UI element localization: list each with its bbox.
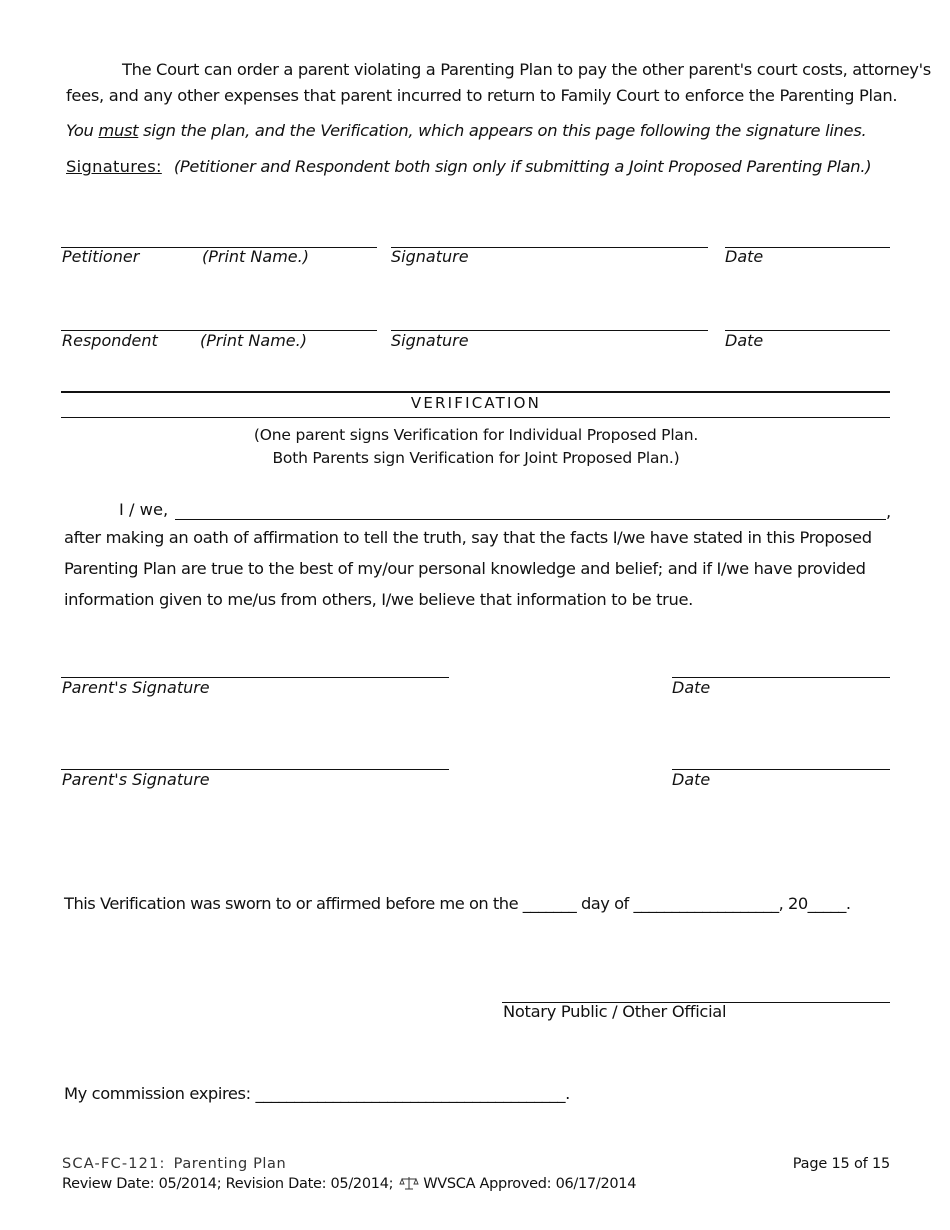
- footer-approved: WVSCA Approved: 06/17/2014: [423, 1176, 637, 1192]
- must-sign-note: [66, 118, 866, 144]
- footer-form: [62, 1156, 286, 1172]
- footer-form-name: Parenting Plan: [173, 1156, 287, 1172]
- footer-review: Review Date: 05/2014; Revision Date: 05/2014;: [62, 1176, 394, 1192]
- verification-top-rule: [61, 391, 890, 393]
- notary-label: Notary Public / Other Official: [503, 1002, 727, 1021]
- footer-form-id: SCA-FC-121:: [62, 1156, 166, 1172]
- respondent-date-label: Date: [725, 331, 764, 350]
- iwe-name-line[interactable]: [175, 519, 886, 520]
- scales-icon: [399, 1176, 419, 1190]
- iwe-comma: ,: [886, 502, 892, 521]
- respondent-label: Respondent: [62, 331, 158, 350]
- respondent-print-label: (Print Name.): [200, 331, 307, 350]
- respondent-signature-label: Signature: [391, 331, 469, 350]
- footer-page: Page 15 of 15: [792, 1156, 890, 1172]
- parent-signature-label-2: Parent's Signature: [62, 770, 210, 789]
- parent-date-label-2: Date: [672, 770, 711, 789]
- signatures-heading: [66, 154, 871, 180]
- commission-expires: My commission expires: ________________________________________.: [64, 1084, 570, 1103]
- verification-note-1: (One parent signs Verification for Individual Proposed Plan.: [253, 426, 699, 444]
- verification-title: VERIFICATION: [410, 394, 542, 412]
- intro-line-1: The Court can order a parent violating a Parenting Plan to pay the other parent's court costs, attorney's: [122, 60, 931, 79]
- petitioner-signature-label: Signature: [391, 247, 469, 266]
- footer-dates: [62, 1176, 636, 1192]
- iwe-label: I / we,: [119, 500, 169, 519]
- must-pre: You: [66, 121, 99, 140]
- sworn-statement: This Verification was sworn to or affirmed before me on the _______ day of ___________________, 20_____.: [64, 894, 851, 913]
- verification-bottom-rule: [61, 417, 890, 418]
- petitioner-label: Petitioner: [62, 247, 140, 266]
- verification-body-3: information given to me/us from others, I/we believe that information to be true.: [64, 590, 693, 609]
- signatures-label: Signatures:: [66, 157, 162, 176]
- petitioner-print-label: (Print Name.): [202, 247, 309, 266]
- signatures-note: (Petitioner and Respondent both sign only if submitting a Joint Proposed Parenting Plan.): [173, 157, 872, 176]
- parent-signature-label-1: Parent's Signature: [62, 678, 210, 697]
- petitioner-date-label: Date: [725, 247, 764, 266]
- intro-line-2: fees, and any other expenses that parent incurred to return to Family Court to enforce the Parenting Plan.: [66, 86, 898, 105]
- must-word: must: [98, 121, 139, 140]
- must-post: sign the plan, and the Verification, which appears on this page following the signature lines.: [138, 121, 867, 140]
- verification-body-2: Parenting Plan are true to the best of my/our personal knowledge and belief; and if I/we have provided: [64, 559, 866, 578]
- parent-date-label-1: Date: [672, 678, 711, 697]
- verification-note-2: Both Parents sign Verification for Joint Proposed Plan.): [272, 449, 680, 467]
- verification-body-1: after making an oath of affirmation to tell the truth, say that the facts I/we have stated in this Proposed: [64, 528, 872, 547]
